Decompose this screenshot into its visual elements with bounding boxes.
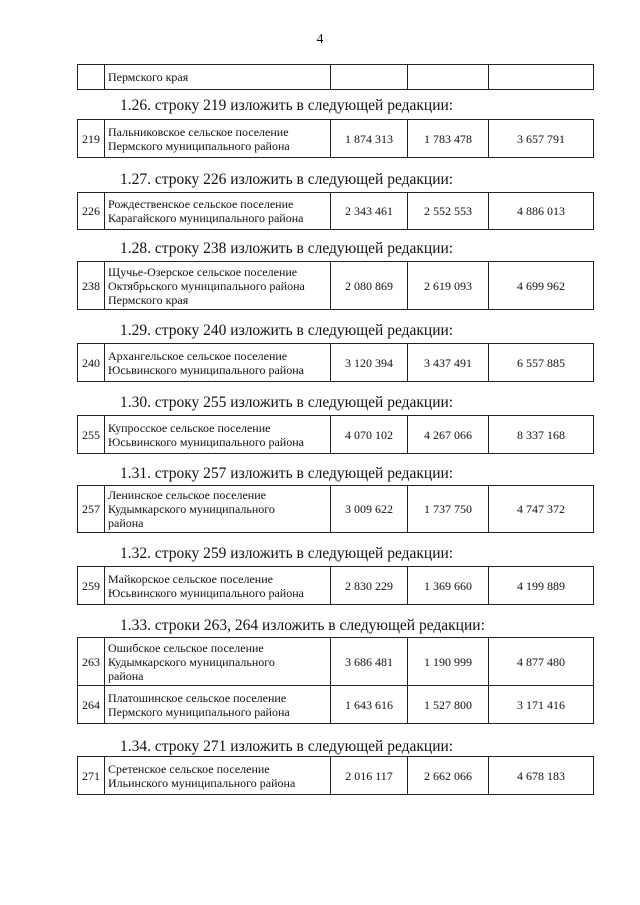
name-line: Карагайского муниципального района — [108, 211, 304, 225]
amendment-table — [77, 343, 594, 382]
cell-value-3: 4 886 013 — [489, 193, 594, 230]
cell-value-3: 3 171 416 — [489, 686, 594, 724]
name-line: Юсьвинского муниципального района — [108, 585, 304, 600]
cell-row-number: 238 — [78, 262, 105, 310]
cell-row-number: 263 — [78, 638, 105, 686]
table-row — [78, 120, 594, 158]
table-row — [78, 638, 594, 686]
name-line: Юсьвинского муниципального района — [108, 434, 304, 449]
name-line: Майкорское сельское поселение — [108, 571, 273, 586]
amendment-table — [77, 756, 594, 795]
amendment-table — [77, 119, 594, 158]
cell-settlement-name — [105, 416, 331, 454]
name-line: Ленинское сельское поселение — [108, 488, 266, 502]
cell-row-number: 240 — [78, 344, 105, 382]
cell-value-3: 4 877 480 — [489, 638, 594, 686]
amendment-table — [77, 566, 594, 605]
amendment-heading: 1.30. строку 255 изложить в следующей редакции: — [120, 394, 454, 411]
amendment-heading: 1.32. строку 259 изложить в следующей редакции: — [120, 545, 454, 562]
cell-value-2: 2 662 066 — [408, 757, 489, 795]
name-line: Пермского края — [108, 70, 189, 84]
cell-settlement-name — [105, 638, 331, 686]
cell-value-2: 1 190 999 — [408, 638, 489, 686]
amendment-heading: 1.34. строку 271 изложить в следующей редакции: — [120, 738, 454, 755]
name-line: Ошибское сельское поселение — [108, 640, 264, 655]
table-row — [78, 486, 594, 533]
table-row — [78, 757, 594, 795]
cell-value-2: 1 369 660 — [408, 567, 489, 605]
cell-settlement-name — [105, 344, 331, 382]
cell-settlement-name — [105, 757, 331, 795]
page-number: 4 — [316, 32, 324, 47]
cell-settlement-name — [105, 262, 331, 310]
cell-value-3: 4 678 183 — [489, 757, 594, 795]
cell-value-2: 2 552 553 — [408, 193, 489, 230]
cell-value-3: 4 747 372 — [489, 486, 594, 533]
name-line: Пермского края — [108, 292, 189, 307]
cell-value-1: 3 009 622 — [331, 486, 408, 533]
amendment-table — [77, 415, 594, 454]
amendment-table — [77, 637, 594, 724]
amendment-heading: 1.31. строку 257 изложить в следующей редакции: — [120, 465, 454, 482]
cell-value-1: 1 643 616 — [331, 686, 408, 724]
cell-value-1: 2 080 869 — [331, 262, 408, 310]
amendment-table — [77, 485, 594, 533]
cell-value-2: 2 619 093 — [408, 262, 489, 310]
table-row — [78, 344, 594, 382]
amendment-heading: 1.26. строку 219 изложить в следующей редакции: — [120, 97, 454, 114]
cell-settlement-name — [105, 686, 331, 724]
cell-value-3: 4 199 889 — [489, 567, 594, 605]
name-line: Купросское сельское поселение — [108, 420, 271, 435]
amendment-heading: 1.29. строку 240 изложить в следующей редакции: — [120, 322, 454, 339]
name-line: района — [108, 668, 144, 683]
cell-value-1: 3 120 394 — [331, 344, 408, 382]
table-row — [78, 193, 594, 230]
cell-value-3 — [489, 65, 594, 90]
cell-value-1: 1 874 313 — [331, 120, 408, 158]
table-row — [78, 416, 594, 454]
name-line: Платошинское сельское поселение — [108, 690, 287, 705]
cell-value-1: 4 070 102 — [331, 416, 408, 454]
cell-value-2 — [408, 65, 489, 90]
name-line: района — [108, 516, 144, 530]
amendment-heading: 1.27. строку 226 изложить в следующей редакции: — [120, 171, 454, 188]
cell-row-number: 219 — [78, 120, 105, 158]
name-line: Рождественское сельское поселение — [108, 197, 294, 211]
name-line: Архангельское сельское поселение — [108, 348, 288, 363]
cell-row-number: 264 — [78, 686, 105, 724]
cell-row-number: 257 — [78, 486, 105, 533]
cell-settlement-name — [105, 567, 331, 605]
cell-value-1: 2 016 117 — [331, 757, 408, 795]
amendment-table — [77, 261, 594, 310]
name-line: Пермского муниципального района — [108, 138, 290, 153]
cell-value-1: 2 830 229 — [331, 567, 408, 605]
cell-value-3: 8 337 168 — [489, 416, 594, 454]
name-line: Сретенское сельское поселение — [108, 761, 270, 776]
cell-name — [105, 65, 331, 90]
cell-value-3: 3 657 791 — [489, 120, 594, 158]
name-line: Кудымкарского муниципального — [108, 502, 275, 516]
cell-row-number: 259 — [78, 567, 105, 605]
cell-row-number: 226 — [78, 193, 105, 230]
name-line: Щучье-Озерское сельское поселение — [108, 264, 298, 279]
cell-settlement-name — [105, 120, 331, 158]
cell-value-2: 1 527 800 — [408, 686, 489, 724]
cell-value-2: 3 437 491 — [408, 344, 489, 382]
cell-value-2: 1 737 750 — [408, 486, 489, 533]
cell-settlement-name — [105, 486, 331, 533]
name-line: Ильинского муниципального района — [108, 775, 296, 790]
name-line: Октябрьского муниципального района — [108, 278, 305, 293]
cell-row-number: 271 — [78, 757, 105, 795]
cell-value-1: 3 686 481 — [331, 638, 408, 686]
cell-value-3: 6 557 885 — [489, 344, 594, 382]
cell-value-1 — [331, 65, 408, 90]
cell-num — [78, 65, 105, 90]
name-line: Пермского муниципального района — [108, 704, 290, 719]
name-line: Кудымкарского муниципального — [108, 654, 275, 669]
table-row — [78, 262, 594, 310]
cell-value-2: 4 267 066 — [408, 416, 489, 454]
cell-value-2: 1 783 478 — [408, 120, 489, 158]
cell-value-1: 2 343 461 — [331, 193, 408, 230]
amendment-heading: 1.28. строку 238 изложить в следующей редакции: — [120, 240, 454, 257]
cell-value-3: 4 699 962 — [489, 262, 594, 310]
table-row — [78, 686, 594, 724]
cell-row-number: 255 — [78, 416, 105, 454]
cell-settlement-name — [105, 193, 331, 230]
name-line: Юсьвинского муниципального района — [108, 362, 304, 377]
amendment-heading: 1.33. строки 263, 264 изложить в следующей редакции: — [120, 617, 485, 634]
amendment-table — [77, 192, 594, 230]
table-row — [78, 567, 594, 605]
continued-table-fragment — [77, 64, 594, 90]
name-line: Пальниковское сельское поселение — [108, 124, 289, 139]
